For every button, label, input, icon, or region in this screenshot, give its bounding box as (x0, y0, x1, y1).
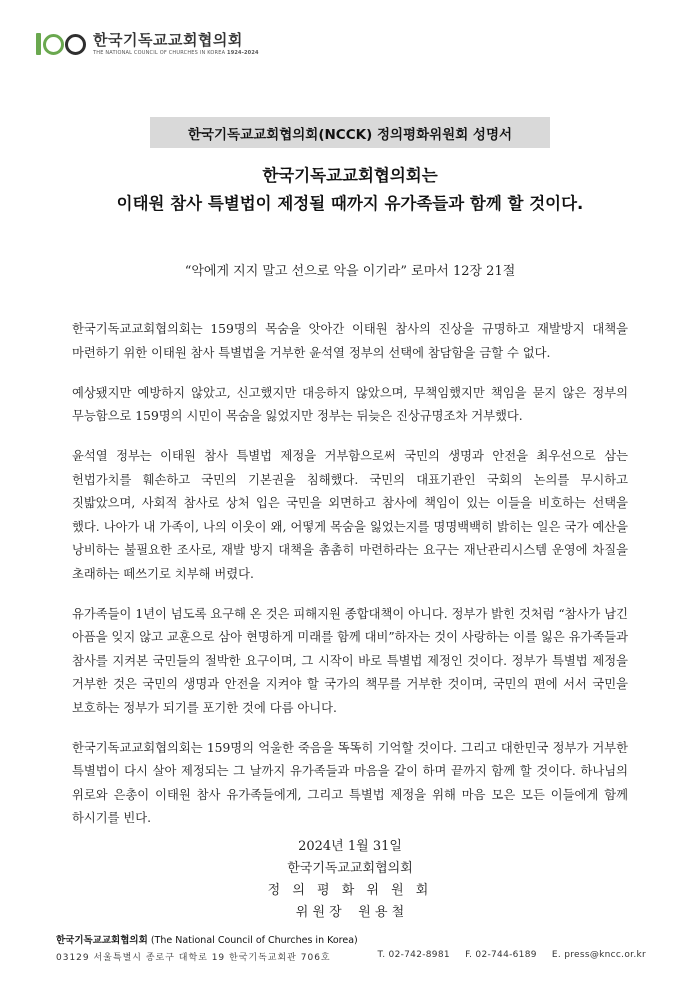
paragraph-4: 유가족들이 1년이 넘도록 요구해 온 것은 피해지원 종합대책이 아니다. 정부가 밝힌 것처럼 “참사가 남긴 아픔을 잊지 않고 교훈으로 삼아 현명하게 미래를 함께 대비”하자는 것이 사랑하는 이를 잃은 유가족들과 참사를 지켜본 국민들의 절박한 요구이며, 그 시작이 바로 특별법 제정인 것이다. 정부가 특별법 제정을 거부한 것은 국민의 생명과 안전을 지켜야 할 국가의 책무를 거부한 것이며, 국민의 편에 서서 국민을 보호하는 정부가 되기를 포기한 것에 다름 아니다. (72, 606, 629, 715)
signature-committee: 정 의 평 화 위 원 회 (267, 883, 433, 898)
footer-org (56, 932, 358, 946)
logo-digit-one (36, 33, 41, 55)
logo-ring-dark (65, 34, 86, 55)
paragraph-1: 한국기독교교회협의회는 159명의 목숨을 앗아간 이태원 참사의 진상을 규명하고 재발방지 대책을 마련하기 위한 이태원 참사 특별법을 거부한 윤석열 정부의 선택에 참담함을 금할 수 없다. (72, 322, 628, 360)
paragraph-3: 윤석열 정부는 이태원 참사 특별법 제정을 거부함으로써 국민의 생명과 안전을 최우선으로 삼는 헌법가치를 훼손하고 국민의 기본권을 침해했다. 국민의 대표기관인 국회의 논의를 무시하고 짓밟았으며, 사회적 참사로 상처 입은 국민을 외면하고 참사에 책임이 있는 이들을 비호하는 선택을 했다. 나아가 내 가족이, 나의 이웃이 왜, 어떻게 목숨을 잃었는지를 명명백백히 밝히는 일은 국가 예산을 낭비하는 불필요한 조사로, 재발 방지 대책을 촘촘히 마련하라는 요구는 재난관리시스템 운영에 차질을 초래하는 떼쓰기로 치부해 버렸다. (72, 449, 628, 581)
headline-line-2: 이태원 참사 특별법이 제정될 때까지 유가족들과 함께 할 것이다. (116, 194, 584, 213)
footer-tel: T. 02-742-8981 (377, 950, 450, 960)
paragraph-5: 한국기독교교회협의회는 159명의 억울한 죽음을 똑똑히 기억할 것이다. 그리고 대한민국 정부가 거부한 특별법이 다시 살아 제정되는 그 날까지 유가족들과 마음을 같이 하며 끝까지 함께 할 것이다. 하나님의 위로와 은총이 이태원 참사 유가족들에게, 그리고 특별법 제정을 위해 마음 모은 모든 이들에게 함께 하시기를 빈다. (72, 740, 628, 825)
centennial-100-mark (36, 31, 87, 57)
logo-korean-name: 한국기독교교회협의회 (93, 30, 243, 49)
footer-address: 03129 서울특별시 종로구 대학로 19 한국기독교회관 706호 (56, 953, 331, 963)
scripture-quote: “악에게 지지 말고 선으로 악을 이기라” 로마서 12장 21절 (184, 264, 516, 279)
logo-years: 1924-2024 (227, 49, 259, 56)
footer-org-english: (The National Council of Churches in Korea) (150, 935, 358, 946)
statement-banner: 한국기독교교회협의회(NCCK) 정의평화위원회 성명서 (150, 117, 550, 148)
signature-date: 2024년 1월 31일 (298, 839, 402, 854)
logo-english-line (93, 51, 259, 56)
headline-line-1: 한국기독교교회협의회는 (262, 166, 438, 185)
signature-org: 한국기독교교회협의회 (287, 861, 413, 876)
logo-english-name: THE NATIONAL COUNCIL OF CHURCHES IN KOREA (93, 49, 226, 56)
signature-chair: 위 원 장 원 용 철 (295, 905, 405, 920)
ncck-logo (36, 31, 259, 57)
logo-ring-green (43, 34, 64, 55)
footer-contacts (366, 950, 647, 963)
footer-org-korean: 한국기독교교회협의회 (56, 935, 148, 946)
footer-fax: F. 02-744-6189 (465, 950, 537, 960)
statement-body (72, 318, 628, 847)
footer-contact (56, 950, 646, 963)
logo-text (93, 30, 259, 56)
paragraph-2: 예상됐지만 예방하지 않았고, 신고했지만 대응하지 않았으며, 무책임했지만 책임을 묻지 않은 정부의 무능함으로 159명의 시민이 목숨을 잃었지만 정부는 뒤늦은 진상규명조차 거부했다. (72, 385, 628, 423)
footer-email[interactable]: E. press@kncc.or.kr (551, 950, 646, 960)
